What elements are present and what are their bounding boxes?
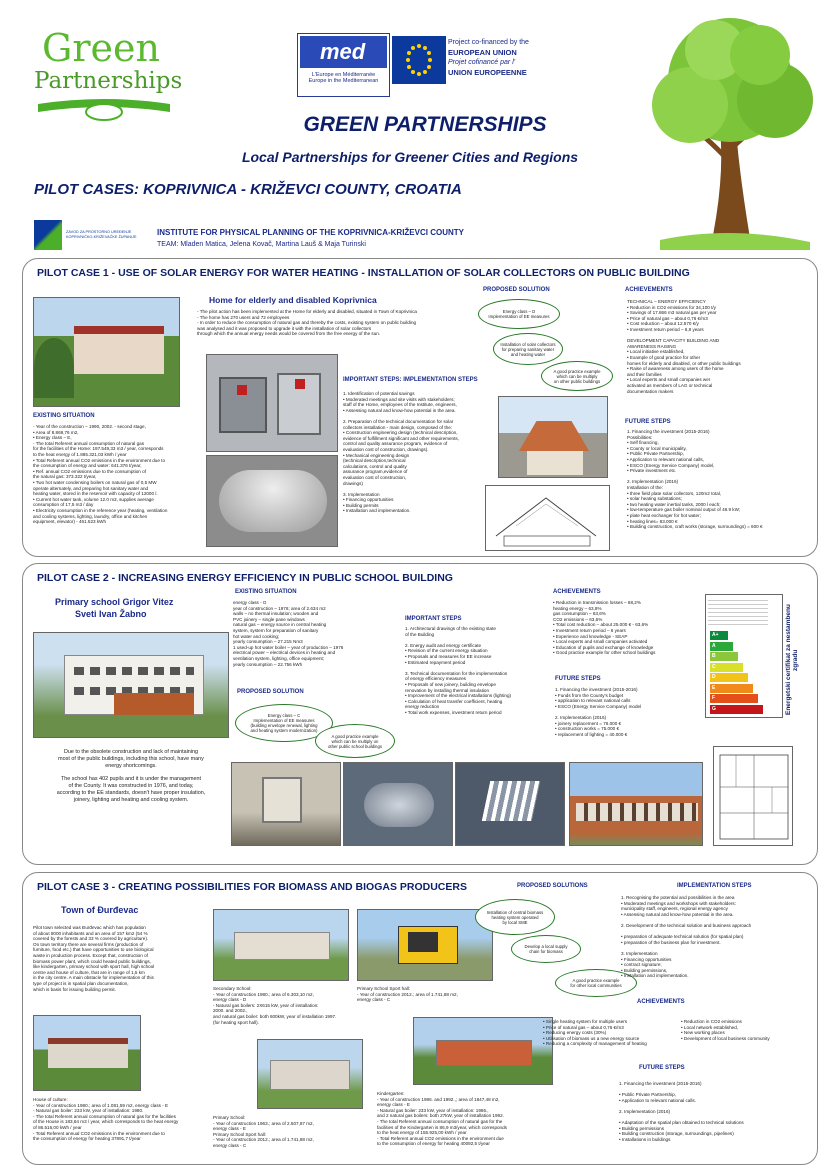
case3-future-heading: FUTURE STEPS: [639, 1065, 685, 1071]
floor-plan-svg: [714, 747, 793, 846]
sport-hall-photo: [357, 909, 493, 981]
school-photo: [33, 632, 229, 738]
sport-hall-text: Primary School Sport hall: - Year of construction 2012.; area of 1.741,88 m2, energy class - C: [357, 986, 458, 1003]
pilot-case-2-title: PILOT CASE 2 - INCREASING ENERGY EFFICIENCY IN PUBLIC SCHOOL BUILDING: [37, 572, 453, 584]
case2-existing-text: energy class - G year of construction – 1976; area of 2.634 m2 walls – no thermal insulation; wooden and PVC joinery – single pane windows natural gas – energy source in central heating system, system for preparation of sanitary hot water and cooking; yearly consumption – 27.215 Nm3 1 used-up hot water boiler – year of production – 1976 electrical power – electrical devices in heating and ventilation system, lighting, office equipment; yearly consumption – 22.756 kWh: [233, 600, 344, 667]
case3-ach-left: • Single heating system for multiple users • Price of natural gas – about 0,76 €/m3 • Reducing energy costs (30%) • Utilisation of biomass us a new energy source • Reducing a complexity of management of heating: [543, 1019, 647, 1047]
school-name-2: Sveti Ivan Žabno: [75, 609, 147, 619]
primary-school-text: Primary School: - Year of construction 1963.; area of 2.507,87 m2, energy class - E Primary School Sport hall: - Year of construction 2012.; area of 1.741,88 m2, energy class - C: [213, 1115, 314, 1148]
handshake-icon: [34, 94, 174, 124]
primary-school-photo: [257, 1039, 363, 1109]
pilot-case-1-panel: [22, 258, 818, 557]
pilot-case-1-title: PILOT CASE 1 - USE OF SOLAR ENERGY FOR WATER HEATING - INSTALLATION OF SOLAR COLLECTORS ON PUBLIC BUILDING: [37, 267, 690, 279]
energy-class-b: B: [710, 652, 738, 661]
pilot-cases-title: PILOT CASES: KOPRIVNICA - KRIŽEVCI COUNTY, CROATIA: [34, 181, 462, 198]
corridor-photo: [231, 762, 341, 846]
secondary-school-text: Secondary School: - Year of construction 1980.; area of 6.303,10 m2, energy class - D - Natural gas boilers: 2X615 kW, year of installation: 2000. and 2002., and natural gas boiler: both 600kW, year of installation 1997. (for heating sport hall).: [213, 986, 337, 1025]
eu-en-line1: Project co-financed by the: [448, 39, 529, 46]
logo-green-text: Green: [42, 26, 160, 70]
pilot-case-2-panel: [22, 563, 818, 865]
roof-section-svg: [486, 486, 610, 551]
case1-steps-heading: IMPORTANT STEPS: IMPLEMENTATION STEPS: [343, 377, 478, 383]
case3-ach-right: • Reduction in CO2 emissions • Local network established, • New working places • Development of local business community: [681, 1019, 770, 1041]
school-name-1: Primary school Grigor Vitez: [55, 597, 174, 607]
institute-logo: [34, 220, 154, 254]
med-logo: [297, 33, 390, 97]
case3-achievements-heading: ACHIEVEMENTS: [637, 999, 685, 1005]
energy-class-e: E: [710, 684, 753, 693]
energy-class-d: D: [710, 673, 748, 682]
case2-steps-text: 1. Architectural drawings of the existing state of the Building 2. Energy audit and energy certificate • Revision of the current energy situation • Proposals and measures for EE increase • Estimated repayment period 3. Technical documentation for the implementation of energy efficiency measures • Proposals of new joinery, building envelope renovation by installing thermal insulation • Improvement of the electrical installations (lighting) • Calculation of heat transfer coefficient, heating energy reduction • Total work expenses, investment return period: [405, 626, 512, 715]
case2-achievements-heading: ACHIEVEMENTS: [553, 589, 601, 595]
case1-bubble-energy: Energy class – D Implementation of EE measures: [478, 299, 560, 329]
roof-section-drawing: [485, 485, 610, 551]
eu-fr-line1: Projet cofinancé par l': [448, 59, 516, 66]
pilot-case-3-title: PILOT CASE 3 - CREATING POSSIBILITIES FOR BIOMASS AND BIOGAS PRODUCERS: [37, 881, 467, 893]
green-tree-icon: [640, 10, 820, 250]
case3-impl-heading: IMPLEMENTATION STEPS: [677, 883, 752, 889]
case1-achievements-text: TECHNICAL – ENERGY EFFICIENCY • Reduction in CO2 emissions for 34,100 t/y • Savings of 17.866 m3 natural gas per year • Price of natural gas – about 0,76 €/m3 • Cost reduction – about 12.570 €/y • Investment return period – 6,8 years DEVELOPMENT CAPACITY BUILDING AND AWARENESS RAISING • Local initiative established, • Example of good practice for other homes for elderly and disabled, or other public buildings • Raise of awareness among users of the home and their families • Local experts and small companies wer activated as members of LAG or technical documentation makers: [627, 299, 741, 394]
main-title: GREEN PARTNERSHIPS: [303, 113, 547, 136]
logo-partnerships-text: Partnerships: [34, 68, 183, 94]
town-text: Pilot town selected was Đurđevac which has population of about 8000 inhabitants and an area of 157 km2 (54 % covered by the forests and 33 % covered by agriculture). On town territory there are several firms (production of furniture, food etc.) that have opportunities to use biological waste in production process. Except that, construction of biomass power plant, which could heated public buildings, like kindergarten, primary school with sport hall, high school centre and house of culture, that are in range of 1,5 km in the city centre. A main obstacle for implementation of this type of project is in spatial plan documentation, which is basis for issuing building permit.: [33, 925, 155, 992]
institute-logo-mark: [34, 220, 62, 250]
school-facade-photo: [569, 762, 703, 846]
energy-class-g: G: [710, 705, 763, 714]
case1-steps-text: 1. Identification of potential savings • Moderated meetings and site visits with stakeholders; staff of the Home, employees of the Institute, engineers, • Assessing natural and know-how potential in the area. 2. Preparation of the technical documentation for solar collectors installation - main design, composed of the: • Construction engineering design (technical description, evidence of fulfillment significant and other requirements, control and quality assurance program, evidence of evaluation cost of construction, drawings). • Mechanical engineering design (technical description,technical calculations, control and quality assurance program,evidence of evaluation cost of construction, drawings) 3. Implementation • Financing opportunities • Building permits • Installation and implementation.: [343, 391, 459, 514]
eu-flag: [392, 36, 446, 84]
home-elderly-photo: [33, 297, 180, 407]
energy-class-c: C: [710, 663, 743, 672]
med-line2: Europe in the Mediterranean: [308, 78, 379, 84]
ceiling-light-photo: [455, 762, 565, 846]
case3-bubble-central: Installation of central biomass heating system operated by local SME: [475, 899, 555, 935]
eu-en-line2: EUROPEAN UNION: [448, 48, 517, 57]
case1-bubble-solar: Installation of solar collectors for preparing sanitary water and heating water: [493, 333, 563, 365]
solar-roof-photo: [498, 396, 608, 478]
town-title: Town of Đurđevac: [61, 905, 139, 915]
case1-proposed-heading: PROPOSED SOLUTION: [483, 287, 550, 293]
eu-cofinance: [448, 38, 538, 78]
energy-class-a: A: [710, 642, 733, 651]
eu-fr-line2: UNION EUROPEENNE: [448, 68, 527, 77]
eu-stars-icon: [392, 36, 446, 84]
team: TEAM: Mladen Matica, Jelena Kovač, Martina Lauš & Maja Turinski: [157, 241, 366, 248]
energy-class-f: F: [710, 694, 758, 703]
green-partnerships-logo: [34, 28, 184, 128]
institute-name: INSTITUTE FOR PHYSICAL PLANNING OF THE KOPRIVNICA-KRIŽEVCI COUNTY: [157, 228, 464, 237]
case3-bubble-practice: A good practice example for other local communities: [555, 969, 637, 997]
case1-achievements-heading: ACHIEVEMENTS: [625, 287, 673, 293]
energy-class-bars: [710, 631, 768, 715]
water-tank-photo: [206, 455, 338, 547]
case3-future-text: 1. Financing the investment (2015-2016) • Public Private Partnership, • Application to relevant national calls. 2. Implementation (2016) • Adaptation of the spatial plan obtained to technical solutions • Building permissions • Building construction (storage, surroundings, pipelines) • Installations in buildings: [619, 1081, 744, 1142]
case1-home-title: Home for elderly and disabled Koprivnica: [209, 295, 377, 305]
case2-bubble-practice: A good practice example which can be multiply on other public school buildings: [315, 724, 395, 758]
case2-existing-heading: EXISTING SITUATION: [235, 589, 297, 595]
med-text: med: [300, 36, 387, 68]
secondary-school-photo: [213, 909, 349, 981]
case2-future-text: 1. Financing the investment (2015-2016) • Funds from the County's budget • application to relevant national calls • ESCO (Energy Service Company) model 2. Implementation (2016) • joinery replacement = 76.000 € • construction works = 75.000 € • replacement of lighting = 40.000 €: [555, 687, 642, 737]
case3-proposed-heading: PROPOSED SOLUTIONS: [517, 883, 588, 889]
subtitle: Local Partnerships for Greener Cities and Regions: [241, 149, 579, 165]
institute-logo-text: ZAVOD ZA PROSTORNO UREĐENJE KOPRIVNIČKO-KRIŽEVAČKE ŽUPANIJE: [66, 230, 137, 239]
case2-bubble-energy: Energy class – C Implementation of EE measures (building envelope renewal, lighting and heating system modernization): [235, 704, 333, 742]
case2-proposed-heading: PROPOSED SOLUTION: [237, 689, 304, 695]
floor-plan-drawing: [713, 746, 793, 846]
case2-future-heading: FUTURE STEPS: [555, 676, 601, 682]
boiler-photo-2: [343, 762, 453, 846]
house-of-culture-photo: [33, 1015, 141, 1091]
case1-home-text: - The pilot action has been implemented at the Home for elderly and disabled, situated in Town of Koprivnica - The home has 270 users and 72 employees - In order to reduce the consumption of natural gas and thereby the costs, existing system on public building was analysed and it was proposed to upgrade it with the installation of solar collectors through which the annual energy needs would be covered from the free energy of the sun.: [197, 309, 417, 337]
case2-steps-heading: IMPORTANT STEPS: [405, 616, 462, 622]
case1-future-heading: FUTURE STEPS: [625, 419, 671, 425]
energy-class-aplus: A+: [710, 631, 728, 640]
boiler-room-photo: [206, 354, 338, 452]
med-line1: L'Europe en Méditerranée: [311, 72, 376, 78]
energy-certificate-label: Energetski certifikat za nestambenu zgradu: [785, 604, 799, 716]
house-of-culture-text: House of culture: - Year of construction 1980.; area of 1.081,59 m2, energy class - E - Natural gas boiler: 233 kW, year of installation: 1980. - The total Referent annual consumption of natural gas for the facilities of the House is 183,64 m3 / year, which corresponds to the heat energy of 86.516,00 kWh / year - Total Referent annual CO2 emissions in the environment due to the consumption of energy for heating 37891,7 t/year: [33, 1097, 179, 1142]
case3-bubble-supply: Develop a local supply chain for biomass: [511, 935, 581, 963]
kindergarten-text: Kindergarten: - Year of construction 1986. and 1992.,; area of 1847,48 m2, energy class - E - Natural gas boiler: 233 kW, year of installation: 1986., and 2 natural gas boilers: both 27kW, year of installation 1992. - The total Referent annual consumption of natural gas for the facilities of the Kindergarten is 86,9 m3/year, which corresponds to the heat energy of 155.925,00 kWh / year - Total Referent annual CO2 emissions in the environment due to the consumption of energy for heating 40092,5 t/year: [377, 1091, 507, 1147]
case2-description: Due to the obsolete construction and lack of maintaining most of the public buildings, including this school, have many energy shortcomings. The school has 402 pupils and it is under the management of the County. It was constructed in 1976, and today, according to the EE standards, doesn't have proper insulation, joinery, lighting and heating and cooling system.: [56, 749, 206, 803]
kindergarten-photo: [413, 1017, 553, 1085]
pilot-case-3-panel: [22, 872, 818, 1165]
case3-impl-text: 1. Recognising the potential and possibilities in the area • Moderated meetings and workshops with stakeholders: municipality staff, engineers, regional energy agency • Assessing natural and know-how potential in the area. 2. Development of the technical solution and business approach • preparation of adequate technical solution (for spatial plan) • preparation of the business plan for investment. 3. Implementation • Financing opportunities • contract signature; • Building permissions, • Installation and implementation.: [621, 895, 752, 979]
case2-achievements-text: • Reduction in transmission losses – 68,2% heating energy – 63,8% gas consumption – 63,6% CO2 emissions – 63,6% • Total cost reduction – about 25.000 € - 63,6% • Investment return period – 6 years • Experience and knowledge - SEAP • Local experts and small companies activated • Education of pupils and exchange of knowledge • Good practice example for other school buildings: [553, 600, 656, 656]
case1-existing-text: - Year of the construction – 1990, 2002. - second stage, • Area of 8.869,76 m2, • Energy class – E, - The total Referent annual consumption of natural gas for the facilities of the Home: 197.549,33 m3 / year, corresponds to the heat energy of 1.885.321,03 kWh / year • Total Referent annual CO2 emissions in the environment due to the consumption of energy and water: 641.376 t/year, • Ref. annual CO2 emissions due to the consumption of the natural gas: 373.322 t/year, • Two hot water condensing boilers on natural gas of 0,5 MW operate alternately, and preparing hot sanitary water and heating water, stored in the reservoir with capacity of 12000 l. • Current hot water tank, volume 12.0 m3, supplies average consumption of 17,5 m3 / day • Electricity consumption in the reference year (heating, ventilation and cooling systems, lighting, laundry, office and kitchen equipment, elevator) - 461.523 kWh: [33, 424, 168, 525]
energy-certificate: [705, 594, 783, 718]
case1-existing-heading: EXISTING SITUATION: [33, 413, 95, 419]
case1-bubble-practice: A good practice example which can be multiply on other public buildings: [541, 361, 613, 391]
case1-future-text: 1. Financing the investment (2015-2016) Possibilities: • Self financing, • County or local municipality, • Public Private Partnership, • Application to relevant national calls, • ESCO (Energy Service Company) model, • Private investment etc. 2. Implementation (2016) Installation of the: • three field plate solar collectors, 120m2 total, • solar heating substations; • two heating water inertial tanks, 2000 l each; • low-temperature gas boiler nominal output of 48.9 kW; • plate heat exchanger for hot water; • heating lines= 83.000 € • Building construction, craft works (storage, surroundings) = 600 €: [627, 429, 763, 530]
